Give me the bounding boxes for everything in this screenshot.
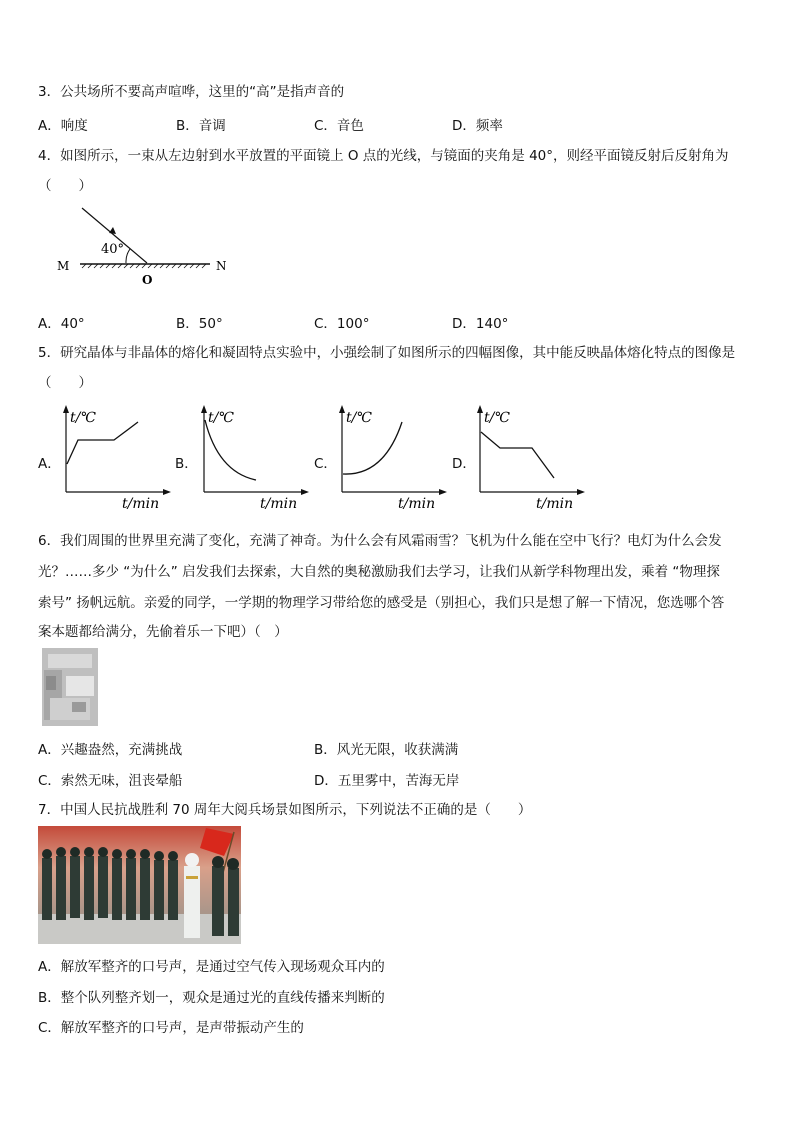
y-axis-label: t/℃ (484, 410, 511, 426)
q3-option-d: D．频率 (452, 118, 503, 134)
q6-option-b: B．风光无限，收获满满 (314, 742, 459, 758)
q7-stem: 7．中国人民抗战胜利 70 周年大阅兵场景如图所示，下列说法不正确的是（ ） (38, 802, 532, 818)
q6-option-a: A．兴趣盎然，充满挑战 (38, 742, 183, 758)
q6-option-c: C．索然无味，沮丧晕船 (38, 773, 183, 789)
x-axis-label: t/min (398, 496, 436, 512)
label-o: O (142, 273, 153, 287)
q4-stem: 4．如图所示，一束从左边射到水平放置的平面镜上 O 点的光线，与镜面的夹角是 40°，则经平面镜反射后反射角为 (38, 148, 729, 164)
q7-option-b: B．整个队列整齐划一，观众是通过光的直线传播来判断的 (38, 990, 385, 1006)
q6-image (42, 648, 98, 726)
q6-option-d: D．五里雾中，苦海无岸 (314, 773, 460, 789)
angle-arc (126, 249, 130, 263)
arrow-right-icon (577, 489, 585, 495)
arrow-up-icon (201, 405, 207, 413)
arrow-up-icon (477, 405, 483, 413)
q5-graph-b (196, 402, 316, 514)
graph-c-curve (343, 422, 402, 474)
ray-arrow-icon (109, 227, 116, 234)
angle-label: 40° (101, 242, 125, 257)
q5-graph-c-label: C． (314, 456, 337, 472)
arrow-up-icon (63, 405, 69, 413)
q4-option-d: D．140° (452, 316, 509, 332)
y-axis-label: t/℃ (70, 410, 97, 426)
label-n: N (216, 259, 227, 273)
q5-graph-a (58, 402, 178, 514)
q5-graph-d (472, 402, 592, 514)
q4-option-b: B．50° (176, 316, 223, 332)
arrow-right-icon (301, 489, 309, 495)
q7-option-c: C．解放军整齐的口号声，是声带振动产生的 (38, 1020, 304, 1036)
q3-option-b: B．音调 (176, 118, 226, 134)
q3-option-c: C．音色 (314, 118, 364, 134)
x-axis-label: t/min (536, 496, 574, 512)
q4-option-a: A．40° (38, 316, 85, 332)
q5-graph-b-label: B． (175, 456, 198, 472)
y-axis-label: t/℃ (208, 410, 235, 426)
x-axis-label: t/min (122, 496, 160, 512)
label-m: M (57, 259, 70, 273)
arrow-right-icon (439, 489, 447, 495)
arrow-up-icon (339, 405, 345, 413)
q6-line1: 6．我们周围的世界里充满了变化，充满了神奇。为什么会有风霜雨雪？飞机为什么能在空中飞行？电灯为什么会发 (38, 533, 722, 549)
x-axis-label: t/min (260, 496, 298, 512)
q6-line3: 索号” 扬帆远航。亲爱的同学，一学期的物理学习带给您的感受是（别担心，我们只是想了解一下情况，您选哪个答 (38, 595, 725, 611)
q4-option-c: C．100° (314, 316, 370, 332)
y-axis-label: t/℃ (346, 410, 373, 426)
q5-stem: 5．研究晶体与非晶体的熔化和凝固特点实验中，小强绘制了如图所示的四幅图像，其中能反映晶体熔化特点的图像是 (38, 345, 736, 361)
q7-parade-photo (38, 826, 241, 944)
q5-stem-paren: （ ） (38, 375, 92, 391)
graph-b-curve (205, 420, 256, 480)
graph-a-curve (67, 422, 138, 464)
q7-option-a: A．解放军整齐的口号声，是通过空气传入现场观众耳内的 (38, 959, 385, 975)
q6-line2: 光？……多少 “为什么” 启发我们去探索，大自然的奥秘激励我们去学习，让我们从新学科物理出发，乘着 “物理探 (38, 564, 720, 580)
arrow-right-icon (163, 489, 171, 495)
q3-stem: 3．公共场所不要高声喧哗，这里的“高”是指声音的 (38, 84, 345, 100)
q3-option-a: A．响度 (38, 118, 88, 134)
q5-graph-d-label: D． (452, 456, 476, 472)
graph-d-curve (481, 432, 554, 478)
q5-graph-a-label: A． (38, 456, 61, 472)
q6-line4: 案本题都给满分，先偷着乐一下吧）（ ） (38, 624, 288, 640)
q4-mirror-figure (50, 200, 250, 295)
q5-graph-c (334, 402, 454, 514)
q4-stem-paren: （ ） (38, 178, 92, 194)
